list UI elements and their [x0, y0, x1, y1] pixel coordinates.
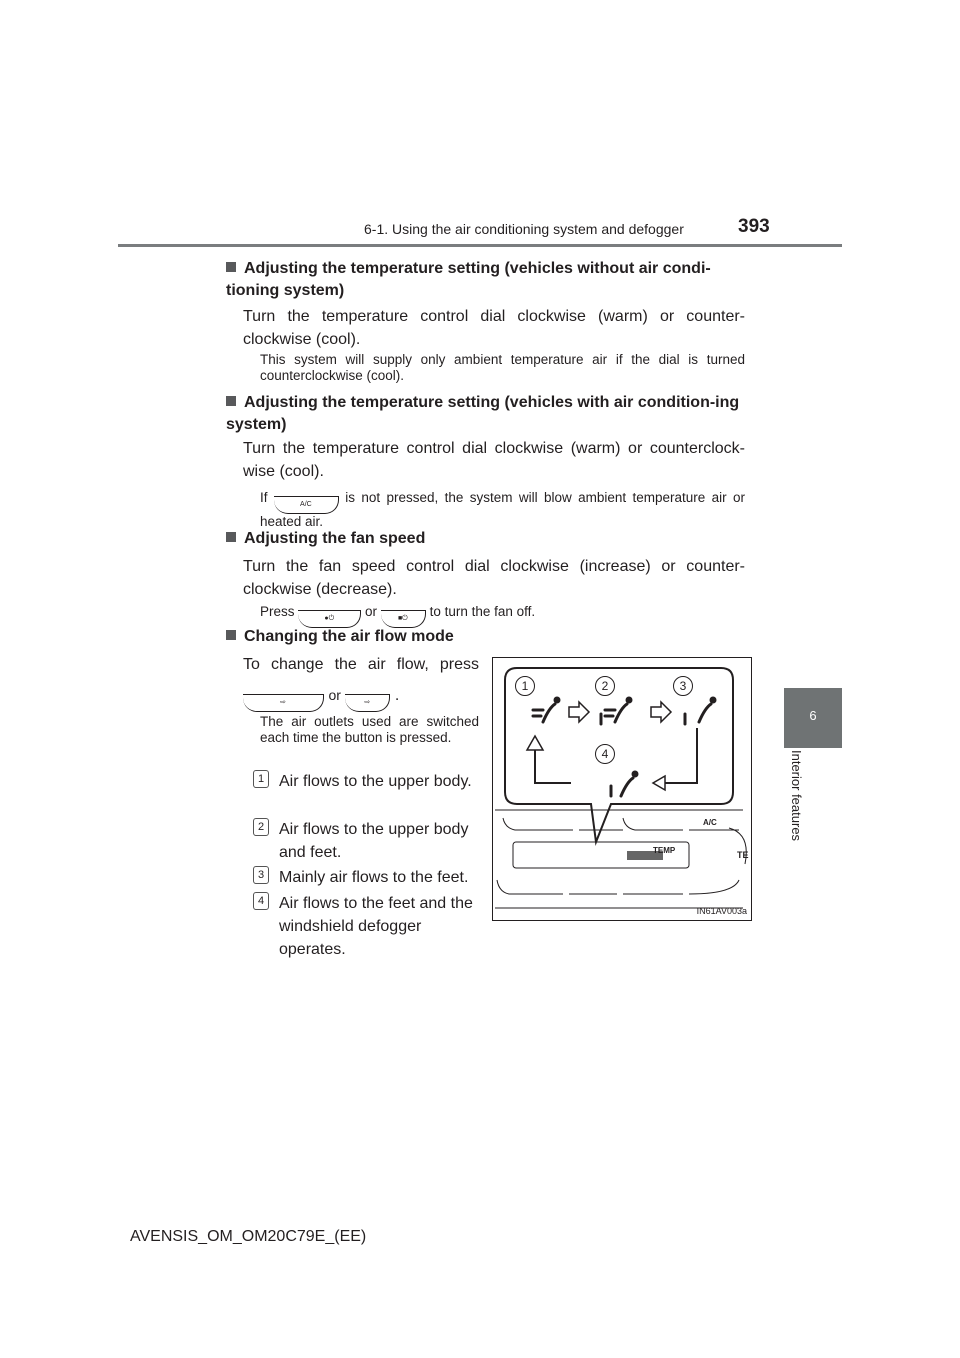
mode-callout-3: 3: [673, 676, 693, 696]
section-body: Turn the temperature control dial clockwise (warm) or counterclock-wise (cool).: [243, 440, 745, 480]
mode-callout-2: 2: [595, 676, 615, 696]
note-text: If: [260, 490, 268, 505]
partial-label: TE: [737, 850, 749, 860]
item-number-badge: 4: [253, 892, 269, 910]
heading-text: Adjusting the temperature setting (vehicles with air condition-ing system): [226, 394, 740, 433]
section-heading-temp-no-ac: [226, 258, 746, 302]
note-text: is not pressed, the system will blow ambient temperature air or heated air.: [260, 490, 745, 529]
ac-button-icon: [274, 496, 339, 514]
ac-label: A/C: [703, 818, 717, 827]
control-panel-drawing: [493, 658, 751, 920]
heading-text: Changing the air flow mode: [244, 628, 454, 645]
mode-callout-4: 4: [595, 744, 615, 764]
section-note: The air outlets used are switched each time the button is pressed.: [260, 714, 479, 745]
air-flow-mode-button-icon: ⇨: [243, 694, 324, 712]
illustration-code: IN61AV003a: [696, 906, 747, 916]
header-divider: [118, 244, 842, 247]
document-id: AVENSIS_OM_OM20C79E_(EE): [130, 1228, 367, 1245]
item-text: Air flows to the upper body and feet.: [279, 821, 469, 861]
air-flow-illustration: [492, 657, 752, 921]
note-text: to turn the fan off.: [429, 604, 536, 619]
square-bullet-icon: [226, 532, 236, 542]
body-text: or: [328, 687, 341, 703]
note-text: or: [365, 604, 378, 619]
mode-callout-1: 1: [515, 676, 535, 696]
section-body: To change the air flow, press: [243, 656, 479, 673]
note-text: Press: [260, 604, 295, 619]
section-heading-air-flow: [226, 626, 526, 648]
ac-button-label: A/C: [300, 501, 312, 508]
section-note: [260, 604, 745, 628]
list-item: [253, 866, 479, 889]
page-number: 393: [738, 216, 770, 237]
heading-text: Adjusting the temperature setting (vehicles without air condi-tioning system): [226, 260, 711, 299]
item-text: Air flows to the feet and the windshield defogger operates.: [279, 895, 473, 958]
item-text: Mainly air flows to the feet.: [279, 869, 469, 886]
page-section-title: 6-1. Using the air conditioning system and defogger: [364, 221, 684, 237]
square-bullet-icon: [226, 630, 236, 640]
item-number-badge: 2: [253, 818, 269, 836]
air-flow-mode-button-icon: ⇨: [345, 694, 390, 712]
section-note: This system will supply only ambient temperature air if the dial is turned counterclockwise (cool).: [260, 352, 745, 383]
fan-off-button-icon: ■⏻: [381, 610, 426, 628]
section-heading-temp-with-ac: [226, 392, 746, 436]
square-bullet-icon: [226, 396, 236, 406]
list-item: [253, 892, 479, 961]
section-heading-fan-speed: [226, 528, 746, 550]
fan-off-button-icon: ●⏻: [298, 610, 361, 628]
section-body-buttons: [243, 684, 479, 712]
list-item: [253, 770, 479, 793]
section-body: Turn the fan speed control dial clockwise (increase) or counter-clockwise (decrease).: [243, 558, 745, 598]
section-note: [260, 490, 745, 530]
chapter-number: 6: [809, 708, 817, 723]
square-bullet-icon: [226, 262, 236, 272]
heading-text: Adjusting the fan speed: [244, 530, 426, 547]
list-item: [253, 818, 479, 864]
chapter-label-container: [780, 750, 812, 865]
chapter-label: Interior features: [789, 750, 804, 842]
section-body: Turn the temperature control dial clockwise (warm) or counter-clockwise (cool).: [243, 308, 745, 348]
body-text: .: [394, 687, 400, 704]
temp-label: TEMP: [653, 846, 676, 855]
item-text: Air flows to the upper body.: [279, 773, 472, 790]
item-number-badge: 1: [253, 770, 269, 788]
item-number-badge: 3: [253, 866, 269, 884]
